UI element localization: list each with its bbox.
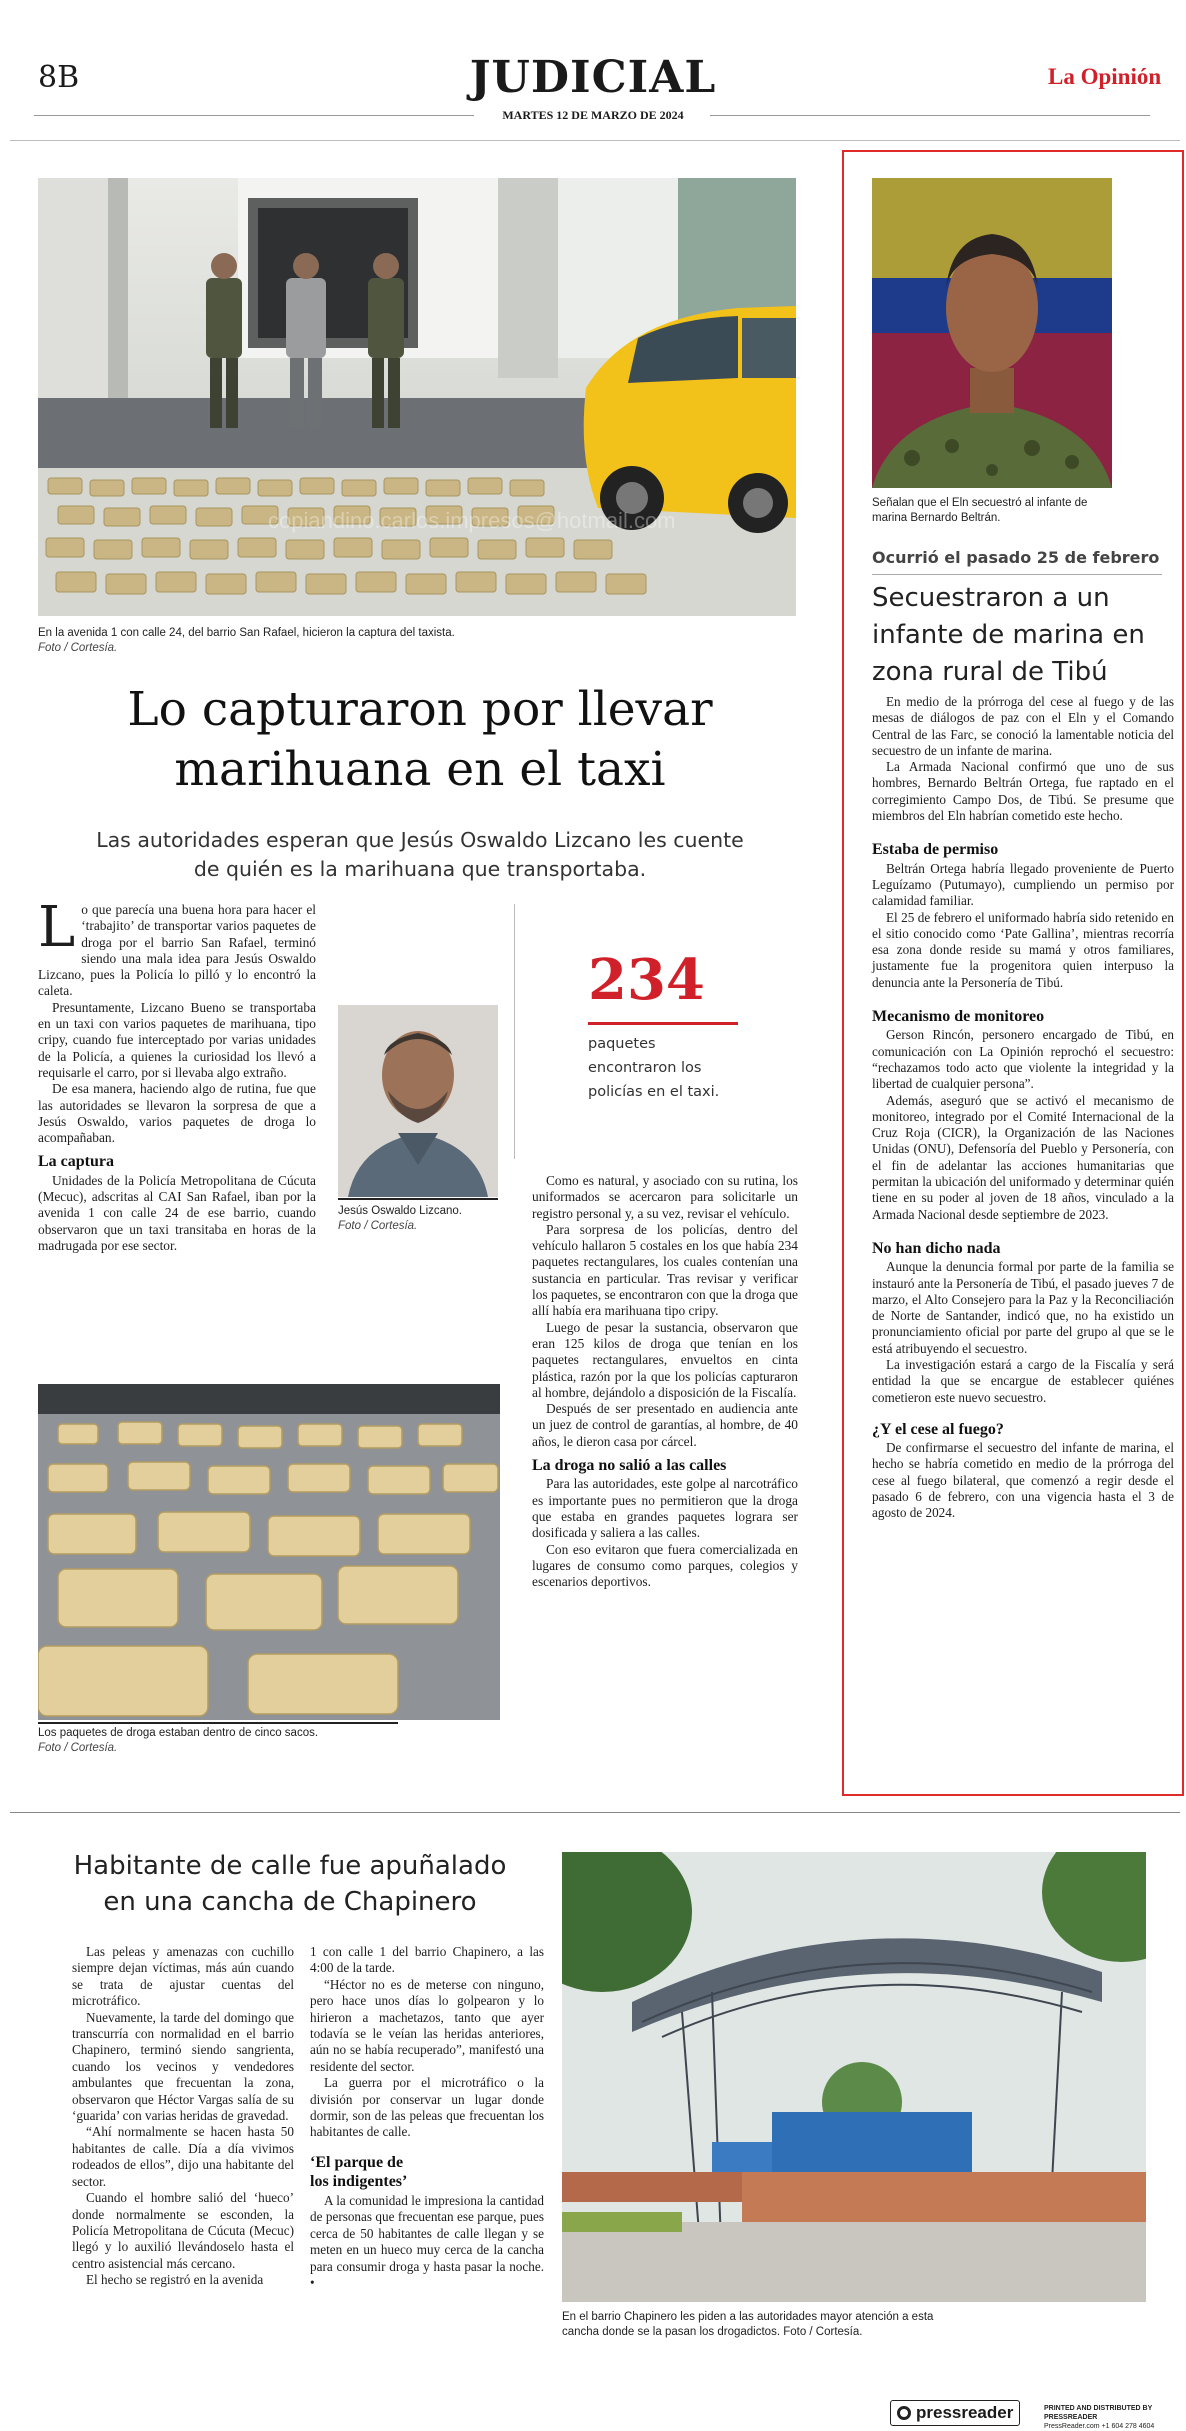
bottom-para-6: 1 con calle 1 del barrio Chapinero, a las 4:00 de la tarde. bbox=[310, 1944, 544, 1976]
packages-underline bbox=[38, 1722, 398, 1724]
section-separator bbox=[10, 1812, 1180, 1813]
marine-caption-line2: marina Bernardo Beltrán. bbox=[872, 512, 1001, 524]
page-number: 8B bbox=[38, 60, 80, 95]
side-para-8: La investigación estará a cargo de la Fiscalía y será entidad la que se encargue de establecer quiénes cometieron este nuevo secuestro. bbox=[872, 1356, 1174, 1405]
mugshot-credit: Foto / Cortesía. bbox=[338, 1220, 418, 1232]
footer-small-line1: PRINTED AND DISTRIBUTED BY PRESSREADER bbox=[1044, 2405, 1153, 2421]
bottom-para-8: La guerra por el microtráfico o la división por conservar un lugar donde dormir, son de las peleas que frecuentan los habitantes de calle. bbox=[310, 2075, 544, 2140]
main-para-5: Como es natural, y asociado con su rutina, los uniformados se acercaron para solicitarle un registro personal y, a su vez, revisar el vehículo. bbox=[532, 1173, 798, 1221]
main-deck bbox=[30, 826, 810, 884]
side-para-5: Gerson Rincón, personero encargado de Tibú, en comunicación con La Opinión reprochó el secuestro: “rechazamos todo acto que violente la integridad y la libertad de cualquier persona”. bbox=[872, 1027, 1174, 1092]
main-para-9: Para las autoridades, este golpe al narcotráfico es importante pues no permitieron que la droga que estaba en grandes paquetes lograra ser dosificada y saliera a las calles. bbox=[532, 1476, 798, 1541]
bottom-column-2 bbox=[310, 1944, 544, 2291]
header-date: MARTES 12 DE MARZO DE 2024 bbox=[502, 108, 684, 122]
side-para-2: La Armada Nacional confirmó que uno de sus hombres, Bernardo Beltrán Ortega, fue raptado en el corregimiento Campo Dos, de Tibú. Se presume que miembros del Eln habrían cometido este hecho. bbox=[872, 759, 1174, 824]
photo-watermark: copiandino.carlos.impresos@hotmail.com bbox=[268, 508, 676, 533]
bottom-subhead-1 bbox=[310, 2153, 544, 2191]
end-mark: • bbox=[310, 2274, 315, 2290]
bottom-para-4: Cuando el hombre salió del ‘hueco’ donde normalmente se esconden, la Policía Metropolitana de Cúcuta (Mecuc) llegó y lo auxilió llevándoselo hasta el centro asistencial más cercano. bbox=[72, 2190, 294, 2271]
marine-caption-line1: Señalan que el Eln secuestró al infante de bbox=[872, 497, 1088, 509]
stat-text-line3: policías en el taxi. bbox=[588, 1084, 720, 1100]
bottom-para-2: Nuevamente, la tarde del domingo que transcurría con normalidad en el barrio Chapinero, terminó siendo sangrienta, cuando los vecinos y vendedores ambulantes que frecuentan la zona, observaron que Héctor Vargas salía de su ‘guarida’ con varias heridas de gravedad. bbox=[72, 2009, 294, 2124]
stat-rule bbox=[588, 1022, 738, 1025]
packages-photo bbox=[38, 1384, 500, 1720]
packages-credit: Foto / Cortesía. bbox=[38, 1742, 118, 1754]
main-para-6: Para sorpresa de los policías, dentro del vehículo hallaron 5 costales en los que había 234 paquetes rectangulares, los cuales contenían una sustancia en particular. Tras revisar y verificar los paquetes, se encontraron con que la droga que allí había era marihuana tipo cripy. bbox=[532, 1221, 798, 1319]
main-headline-line2: marihuana en el taxi bbox=[174, 742, 666, 797]
side-para-1: En medio de la prórroga del cese al fuego y de las mesas de diálogos de paz con el Eln y el Comando Central de las Farc, se conoció la lamentable noticia del secuestro de un infante de marina. bbox=[872, 694, 1174, 758]
main-para-1: o que parecía una buena hora para hacer el ‘trabajito’ de transportar varios paquetes de droga por el barrio San Rafael, terminó siendo una mala idea para Jesús Oswaldo Lizcano, pues la Policía lo pilló y lo encontró la caleta. bbox=[38, 902, 316, 999]
main-para-7: Luego de pesar la sustancia, observaron que eran 125 kilos de droga que tenían en los paquetes rectangulares, envueltos en cinta plástica, razón por la que los policías capturaron al hombre, dejándolo a disposición de la Fiscalía. bbox=[532, 1319, 798, 1400]
main-deck-line1: Las autoridades esperan que Jesús Oswaldo Lizcano les cuente bbox=[96, 828, 744, 852]
suspect-mugshot bbox=[338, 1005, 498, 1197]
main-para-4: Unidades de la Policía Metropolitana de Cúcuta (Mecuc), adscritas al CAI San Rafael, iban por la avenida 1 con calle 24 de ese barrio, cuando observaron que un taxi transitaba en horas de la madrugada por ese sector. bbox=[38, 1172, 316, 1253]
main-headline bbox=[30, 680, 810, 800]
chapinero-caption-line1: En el barrio Chapinero les piden a las autoridades mayor atención a esta bbox=[562, 2311, 934, 2323]
chapinero-photo bbox=[562, 1852, 1146, 2302]
drop-cap: L bbox=[38, 895, 76, 960]
main-column-2 bbox=[532, 1173, 798, 1590]
side-para-9: De confirmarse el secuestro del infante de marina, el hecho se habría cometido en medio de la prórroga del cese al fuego bilateral, que comenzó a regir desde el pasado 6 de febrero, con una vigencia hasta el 3 de agosto de 2024. bbox=[872, 1440, 1174, 1521]
side-story-body bbox=[872, 694, 1174, 1522]
main-para-8: Después de ser presentado en audiencia ante un juez de control de garantías, al hombre, de 40 años, le dieron casa por cárcel. bbox=[532, 1401, 798, 1449]
bottom-para-3: “Ahí normalmente se hacen hasta 50 habitantes de calle. Día a día vivimos rodeados de ellos”, dijo una habitante del sector. bbox=[72, 2124, 294, 2189]
arrest-photo-caption bbox=[38, 626, 798, 656]
stat-number: 234 bbox=[588, 947, 705, 1013]
pressreader-logo-text: pressreader bbox=[916, 2403, 1014, 2422]
side-subhead-3: No han dicho nada bbox=[872, 1239, 1001, 1257]
bottom-para-7: “Héctor no es de meterse con ninguno, pero hace unos días lo golpearon y lo hirieron a machetazos, tanto que ayer todavía se le veían las heridas anteriores, aún no se había recuperado”, manifestó una residente del sector. bbox=[310, 1976, 544, 2074]
bottom-column-1 bbox=[72, 1944, 294, 2289]
footer-small-line2: PressReader.com +1 604 278 4604 bbox=[1044, 2423, 1155, 2430]
side-para-3: Beltrán Ortega habría llegado proveniente de Puerto Leguízamo (Putumayo), cumpliendo un permiso por calamidad familiar. bbox=[872, 860, 1174, 909]
side-para-7: Aunque la denuncia formal por parte de la familia se instauró ante la Personería de Tibú, el pasado jueves 7 de marzo, el Alto Consejero para la Paz y la Reconciliación de Norte de Santander, indicó que, no ha existido un pronunciamiento oficial por parte del grupo al que se le está atribuyendo el secuestro. bbox=[872, 1259, 1174, 1356]
chapinero-caption-line2: cancha donde se la pasan los drogadictos. Foto / Cortesía. bbox=[562, 2326, 863, 2338]
stat-text-line1: paquetes bbox=[588, 1036, 656, 1052]
main-column-1 bbox=[38, 895, 316, 1254]
side-subhead-2: Mecanismo de monitoreo bbox=[872, 1008, 1045, 1026]
side-headline-line3: zona rural de Tibú bbox=[872, 657, 1108, 687]
pressreader-logo bbox=[890, 2400, 1020, 2426]
arrest-photo bbox=[38, 178, 796, 616]
main-para-2: Presuntamente, Lizcano Bueno se transportaba en un taxi con varios paquetes de marihuana, tipo cripy, cuando fue interceptado por varias unidades de la Policía, a quienes la curiosidad los llevó a requisarle el carro, por si llevaba algo extraño. bbox=[38, 999, 316, 1080]
marine-photo-caption bbox=[872, 496, 1162, 526]
arrest-caption-credit: Foto / Cortesía. bbox=[38, 642, 118, 654]
side-headline-line1: Secuestraron a un bbox=[872, 583, 1110, 613]
side-para-6: Además, aseguró que se activó el mecanismo de monitoreo, integrado por el Comité Internacional de la Cruz Roja (CICR), la Organización de las Naciones Unidas (ONU), Defensoría del Pueblo y Personería, con el fin de adelantar las acciones humanitarias que permitan la ubicación del uniformado y determinar quién tiene en su poder al joven de 18 años, vinculado a la Armada Nacional desde septiembre de 2023. bbox=[872, 1092, 1174, 1222]
bottom-subhead-line1: ‘El parque de bbox=[310, 2153, 404, 2171]
bottom-para-9-text: A la comunidad le impresiona la cantidad de personas que frecuentan ese parque, pues cerca de 50 habitantes de calle llegan y se meten en un hueco muy cerca de la cancha para consumir droga y hasta pasar la noche. bbox=[310, 2192, 544, 2274]
chapinero-caption bbox=[562, 2310, 1152, 2340]
bottom-para-9 bbox=[310, 2193, 544, 2291]
main-para-3: De esa manera, haciendo algo de rutina, fue que las autoridades se llevaron la sorpresa de que a Jesús Oswaldo, varios paquetes de droga lo acompañaban. bbox=[38, 1081, 316, 1146]
bottom-headline bbox=[30, 1848, 550, 1920]
column-divider-main bbox=[514, 904, 515, 1159]
arrest-caption-text: En la avenida 1 con calle 24, del barrio San Rafael, hicieron la captura del taxista. bbox=[38, 627, 455, 639]
side-subhead-1: Estaba de permiso bbox=[872, 841, 999, 859]
bottom-headline-line2: en una cancha de Chapinero bbox=[103, 1887, 477, 1917]
packages-caption bbox=[38, 1726, 498, 1756]
stat-text-line2: encontraron los bbox=[588, 1060, 702, 1076]
side-para-4: El 25 de febrero el uniformado habría sido retenido en el sitio conocido como ‘Pate Gallina’, mientras recorría esa zona donde reside su mamá y otros familiares, justamente fue la progenitora quien interpuso la denuncia ante la Personería de Tibú. bbox=[872, 909, 1174, 990]
marine-portrait bbox=[872, 178, 1112, 488]
side-headline-line2: infante de marina en bbox=[872, 620, 1145, 650]
side-kicker-rule bbox=[872, 574, 1162, 575]
section-title: JUDICIAL bbox=[469, 52, 717, 103]
header-bottom-rule bbox=[10, 140, 1180, 141]
mugshot-underline bbox=[338, 1198, 498, 1200]
mugshot-caption bbox=[338, 1204, 508, 1234]
main-subhead-1: La captura bbox=[38, 1153, 114, 1171]
bottom-subhead-line2: los indigentes’ bbox=[310, 2172, 408, 2190]
side-subhead-4: ¿Y el cese al fuego? bbox=[872, 1420, 1004, 1438]
bottom-headline-line1: Habitante de calle fue apuñalado bbox=[73, 1851, 507, 1881]
side-headline bbox=[872, 580, 1162, 691]
main-headline-line1: Lo capturaron por llevar bbox=[127, 682, 713, 737]
bottom-para-5: El hecho se registró en la avenida bbox=[86, 2272, 264, 2288]
footer-small-text bbox=[1044, 2404, 1186, 2431]
packages-caption-text: Los paquetes de droga estaban dentro de cinco sacos. bbox=[38, 1727, 319, 1739]
side-kicker: Ocurrió el pasado 25 de febrero bbox=[872, 548, 1160, 567]
bottom-para-1: Las peleas y amenazas con cuchillo siempre dejan víctimas, más aún cuando se trata de ajustar cuentas del microtráfico. bbox=[72, 1944, 294, 2009]
stat-text bbox=[588, 1032, 719, 1104]
pressreader-icon bbox=[897, 2406, 911, 2420]
main-para-10: Con eso evitaron que fuera comercializada en lugares de consumo como parques, colegios y escenarios deportivos. bbox=[532, 1541, 798, 1590]
mugshot-caption-text: Jesús Oswaldo Lizcano. bbox=[338, 1205, 463, 1217]
main-subhead-2: La droga no salió a las calles bbox=[532, 1457, 727, 1475]
main-deck-line2: de quién es la marihuana que transportaba. bbox=[193, 857, 647, 881]
brand-logo: La Opinión bbox=[1048, 64, 1162, 89]
